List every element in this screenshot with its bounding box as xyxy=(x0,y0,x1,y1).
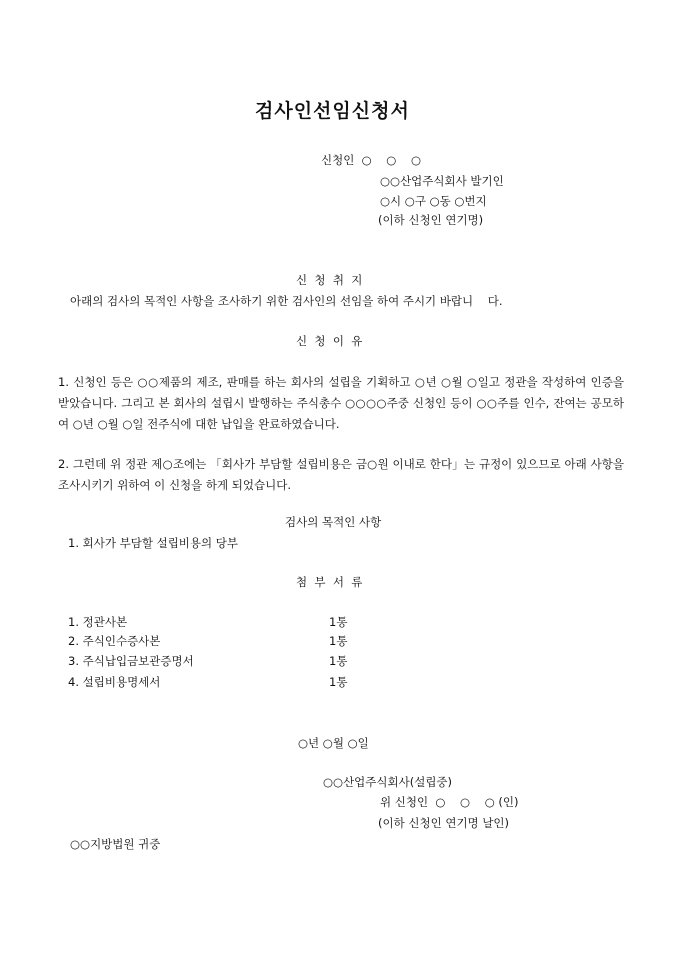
attachment-count: 1통 xyxy=(329,615,348,629)
attachment-count: 1통 xyxy=(329,675,348,689)
purpose-text: 아래의 검사의 목적인 사항을 조사하기 위한 검사인의 선임을 하여 주시기 바랍니 다. xyxy=(70,294,503,308)
attachment-label: 3. 주식납입금보관증명서 xyxy=(68,654,194,668)
attachment-label: 4. 설립비용명세서 xyxy=(68,675,161,689)
applicant-name: 신청인 ○ ○ ○ xyxy=(321,153,421,167)
attachments-heading: 첨 부 서 류 xyxy=(296,575,363,589)
signature-signer: 위 신청인 ○ ○ ○ (인) xyxy=(380,795,519,809)
reasons-paragraph-2: 2. 그런데 위 정관 제○조에는 「회사가 부담할 설립비용은 금○원 이내로 한다」는 규정이 있으므로 아래 사항을 조사시키기 위하여 이 신청을 하게 되었습니다. xyxy=(58,457,624,492)
date-line: ○년 ○월 ○일 xyxy=(298,736,369,750)
reasons-paragraph-1: 1. 신청인 등은 ○○제품의 제조, 판매를 하는 회사의 설립을 기획하고 ○년 ○월 ○일고 정관을 작성하여 인증을 받았습니다. 그리고 본 회사의 설립시 발행하는 주식총수 ○○○○주중 신청인 등이 ○○주를 인수, 잔여는 공모하여 ○년 ○월 ○일 전주식에 대한 납입을 완료하였습니다. xyxy=(58,375,624,431)
applicant-address: ○시 ○구 ○동 ○번지 xyxy=(380,194,487,208)
reasons-heading: 신 청 이 유 xyxy=(296,334,363,348)
applicant-note: (이하 신청인 연기명) xyxy=(378,213,484,227)
signature-company: ○○산업주식회사(설립중) xyxy=(323,775,453,789)
inspection-heading: 검사의 목적인 사항 xyxy=(285,515,382,529)
inspection-item: 1. 회사가 부담할 설립비용의 당부 xyxy=(68,536,239,550)
document-title: 검사인선임신청서 xyxy=(255,100,410,122)
attachment-label: 1. 정관사본 xyxy=(68,615,128,629)
signature-note: (이하 신청인 연기명 날인) xyxy=(378,816,510,830)
attachment-count: 1통 xyxy=(329,634,348,648)
purpose-heading: 신 청 취 지 xyxy=(296,273,363,287)
applicant-role: ○○산업주식회사 발기인 xyxy=(380,174,504,188)
attachment-label: 2. 주식인수증사본 xyxy=(68,634,161,648)
attachment-count: 1통 xyxy=(329,654,348,668)
court-addressee: ○○지방법원 귀중 xyxy=(70,837,161,851)
